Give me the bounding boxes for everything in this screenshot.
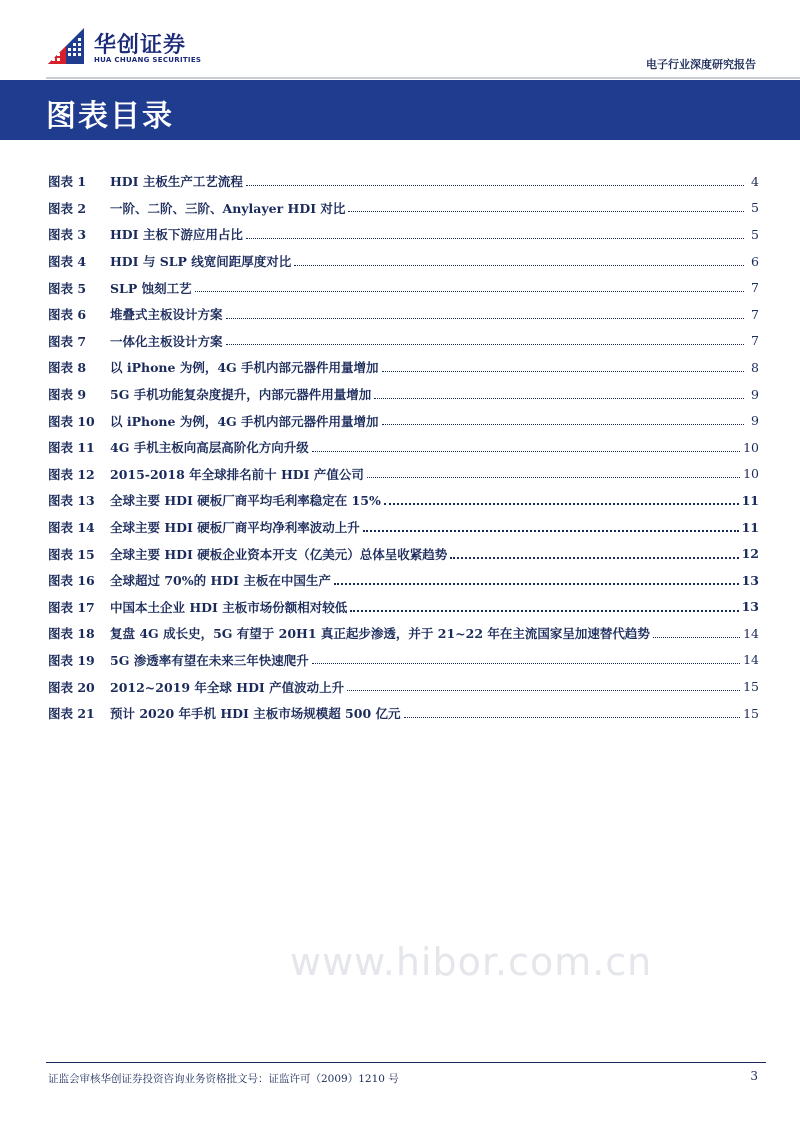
toc-entry[interactable] — [48, 540, 759, 567]
watermark: www.hibor.com.cn — [290, 940, 653, 984]
toc-leader-dots — [450, 556, 738, 559]
toc-entry-label: 图表 7 — [48, 333, 87, 349]
toc-entry[interactable] — [48, 461, 759, 488]
toc-entry-label: 图表 9 — [48, 387, 87, 403]
toc-entry[interactable] — [48, 673, 759, 700]
toc-entry-title: 复盘 4G 成长史，5G 有望于 20H1 真正起步渗透，并于 21~22 年在主流国家呈加速替代趋势 — [110, 626, 650, 642]
toc-entry-label: 图表 10 — [48, 413, 95, 429]
toc-entry-page: 4 — [751, 173, 759, 189]
toc-entry-page: 12 — [741, 546, 759, 562]
license-note: 证监会审核华创证券投资咨询业务资格批文号：证监许可（2009）1210 号 — [48, 1073, 399, 1085]
page-header — [0, 0, 800, 78]
toc-entry[interactable] — [48, 301, 759, 328]
toc-leader-dots — [334, 582, 739, 585]
toc-entry-title: 预计 2020 年手机 HDI 主板市场规模超 500 亿元 — [110, 706, 401, 722]
toc-leader-dots — [226, 317, 744, 319]
toc-leader-dots — [350, 609, 738, 612]
toc-entry[interactable] — [48, 328, 759, 355]
toc-entry[interactable] — [48, 700, 759, 727]
toc-entry-title: HDI 主板生产工艺流程 — [110, 174, 243, 190]
toc-leader-dots — [312, 450, 740, 452]
figure-list — [48, 168, 759, 726]
toc-entry-label: 图表 20 — [48, 679, 95, 695]
toc-entry-label: 图表 11 — [48, 440, 95, 456]
toc-entry-label: 图表 5 — [48, 280, 87, 296]
huachuang-logo-icon — [46, 26, 86, 66]
toc-entry-page: 14 — [743, 625, 759, 641]
toc-entry-title: SLP 蚀刻工艺 — [110, 280, 192, 296]
toc-leader-dots — [348, 210, 744, 212]
toc-entry-page: 10 — [743, 439, 759, 455]
toc-entry-title: 以 iPhone 为例，4G 手机内部元器件用量增加 — [110, 413, 379, 429]
toc-leader-dots — [312, 662, 740, 664]
toc-entry-label: 图表 8 — [48, 360, 87, 376]
toc-leader-dots — [347, 689, 740, 691]
toc-leader-dots — [653, 636, 740, 638]
toc-leader-dots — [382, 370, 744, 372]
toc-entry[interactable] — [48, 168, 759, 195]
toc-entry[interactable] — [48, 195, 759, 222]
toc-leader-dots — [367, 476, 740, 478]
toc-entry-page: 14 — [743, 652, 759, 668]
toc-entry-label: 图表 15 — [48, 546, 95, 562]
toc-entry[interactable] — [48, 381, 759, 408]
toc-entry-label: 图表 19 — [48, 652, 95, 668]
toc-leader-dots — [404, 716, 741, 718]
toc-leader-dots — [226, 343, 744, 345]
section-title: 图表目录 — [46, 99, 174, 134]
toc-entry-title: 全球主要 HDI 硬板企业资本开支（亿美元）总体呈收紧趋势 — [110, 546, 448, 562]
toc-entry-title: 堆叠式主板设计方案 — [110, 307, 223, 323]
toc-entry-page: 13 — [741, 572, 759, 588]
toc-leader-dots — [363, 529, 739, 532]
toc-entry-label: 图表 4 — [48, 254, 87, 270]
toc-entry-page: 9 — [751, 386, 759, 402]
toc-leader-dots — [246, 184, 744, 186]
toc-entry-page: 15 — [743, 705, 759, 721]
toc-entry-label: 图表 2 — [48, 200, 87, 216]
toc-entry-label: 图表 1 — [48, 174, 87, 190]
brand-name-en: HUA CHUANG SECURITIES — [94, 56, 202, 64]
toc-entry-label: 图表 14 — [48, 520, 95, 536]
toc-entry-page: 13 — [741, 599, 759, 615]
toc-entry-page: 11 — [741, 492, 759, 508]
toc-entry-page: 5 — [751, 226, 759, 242]
toc-entry[interactable] — [48, 620, 759, 647]
header-divider — [46, 77, 800, 79]
toc-entry-label: 图表 6 — [48, 307, 87, 323]
toc-entry[interactable] — [48, 221, 759, 248]
toc-entry-page: 7 — [751, 280, 759, 296]
toc-entry[interactable] — [48, 514, 759, 541]
toc-entry-label: 图表 13 — [48, 493, 95, 509]
toc-entry-title: 一阶、二阶、三阶、Anylayer HDI 对比 — [110, 200, 346, 216]
toc-entry-label: 图表 16 — [48, 573, 95, 589]
toc-entry-title: 以 iPhone 为例，4G 手机内部元器件用量增加 — [110, 360, 379, 376]
toc-entry-title: 5G 渗透率有望在未来三年快速爬升 — [110, 652, 309, 668]
toc-leader-dots — [384, 502, 739, 505]
toc-entry-page: 7 — [751, 306, 759, 322]
toc-entry-title: 全球超过 70%的 HDI 主板在中国生产 — [110, 573, 331, 589]
page-number: 3 — [750, 1069, 758, 1083]
toc-entry-page: 10 — [743, 466, 759, 482]
toc-entry-title: 2015-2018 年全球排名前十 HDI 产值公司 — [110, 466, 364, 482]
toc-entry-label: 图表 18 — [48, 626, 95, 642]
section-banner — [0, 80, 800, 140]
toc-leader-dots — [374, 397, 744, 399]
toc-entry-label: 图表 3 — [48, 227, 87, 243]
toc-entry-page: 9 — [751, 413, 759, 429]
toc-entry-page: 6 — [751, 253, 759, 269]
toc-entry-label: 图表 12 — [48, 466, 95, 482]
toc-entry-title: HDI 与 SLP 线宽间距厚度对比 — [110, 254, 292, 270]
toc-entry-page: 7 — [751, 333, 759, 349]
toc-entry-title: HDI 主板下游应用占比 — [110, 227, 243, 243]
toc-entry[interactable] — [48, 567, 759, 594]
toc-entry-label: 图表 17 — [48, 599, 95, 615]
toc-entry-title: 中国本土企业 HDI 主板市场份额相对较低 — [110, 599, 348, 615]
toc-entry-page: 11 — [741, 519, 759, 535]
toc-leader-dots — [294, 264, 744, 266]
toc-entry[interactable] — [48, 647, 759, 674]
toc-entry-title: 2012~2019 年全球 HDI 产值波动上升 — [110, 679, 345, 695]
toc-entry-title: 全球主要 HDI 硬板厂商平均净利率波动上升 — [110, 520, 360, 536]
toc-leader-dots — [382, 423, 744, 425]
footer-divider — [46, 1062, 766, 1063]
toc-leader-dots — [246, 237, 744, 239]
toc-leader-dots — [195, 290, 744, 292]
toc-entry-title: 4G 手机主板向高层高阶化方向升级 — [110, 440, 309, 456]
toc-entry[interactable] — [48, 434, 759, 461]
toc-entry[interactable] — [48, 354, 759, 381]
toc-entry-title: 一体化主板设计方案 — [110, 333, 223, 349]
toc-entry[interactable] — [48, 594, 759, 621]
toc-entry-label: 图表 21 — [48, 706, 95, 722]
toc-entry[interactable] — [48, 274, 759, 301]
report-type: 电子行业深度研究报告 — [646, 58, 756, 71]
toc-entry-title: 5G 手机功能复杂度提升，内部元器件用量增加 — [110, 387, 372, 403]
toc-entry-page: 8 — [751, 359, 759, 375]
toc-entry[interactable] — [48, 248, 759, 275]
toc-entry[interactable] — [48, 407, 759, 434]
toc-entry[interactable] — [48, 487, 759, 514]
toc-entry-title: 全球主要 HDI 硬板厂商平均毛利率稳定在 15% — [110, 493, 381, 509]
brand-name-cn: 华创证券 — [94, 33, 187, 58]
toc-entry-page: 5 — [751, 200, 759, 216]
toc-entry-page: 15 — [743, 679, 759, 695]
